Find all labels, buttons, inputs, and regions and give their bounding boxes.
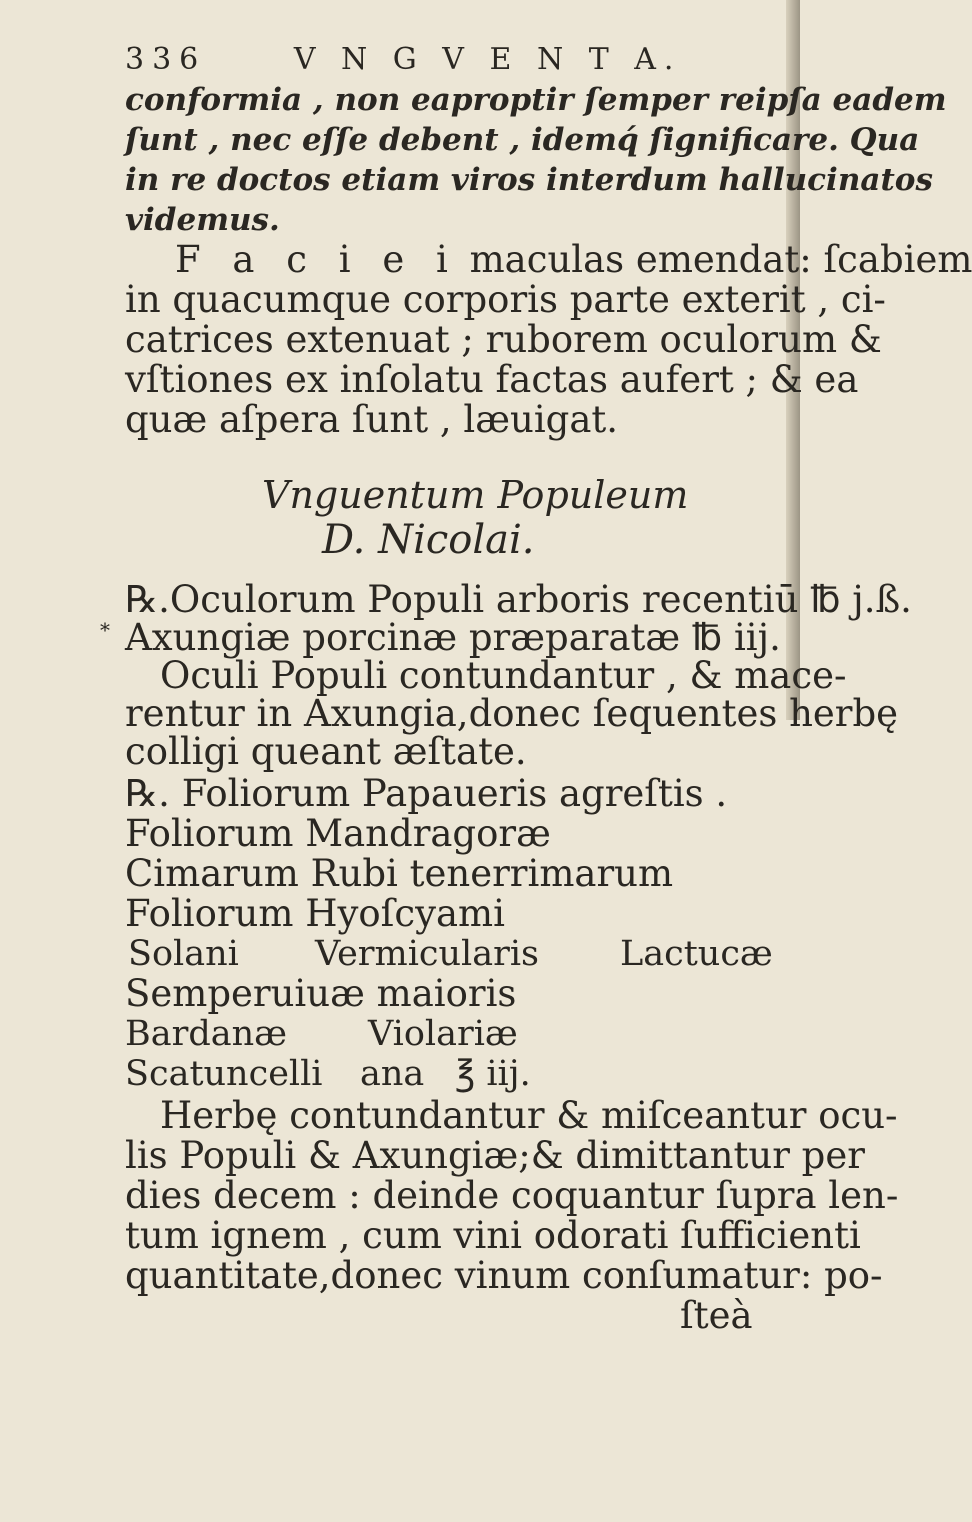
ingredient-line: Semperuiuæ maioris <box>125 972 517 1015</box>
page-number: 336 <box>125 42 207 77</box>
quantity-ana: ana <box>360 1054 425 1094</box>
text-line: maculas emendat: ſcabiem <box>457 238 972 281</box>
text-line: Oculi Populi contundantur , & mace- <box>160 654 847 697</box>
margin-marker: ⁎ <box>100 612 110 636</box>
text-line: quantitate,donec vinum conſumatur: po- <box>125 1254 883 1297</box>
text-line: tum ignem , cum vini odorati ſufficienti <box>125 1214 861 1257</box>
text-line: conformia , non eaproptir ſemper reipſa eadem <box>125 82 947 118</box>
paragraph-opening <box>175 240 972 280</box>
ingredient-bardanae: Bardanæ <box>125 1014 288 1054</box>
ingredient-line: Foliorum Mandragoræ <box>125 812 551 855</box>
text-line: dies decem : deinde coquantur ſupra len- <box>125 1174 899 1217</box>
text-line: ℞. Foliorum Papaueris agreſtis . <box>125 772 728 815</box>
text-line: colligi queant æſtate. <box>125 730 527 773</box>
ingredient-vermicularis: Vermicularis <box>315 934 539 974</box>
quantity-amount: ℥ iij. <box>455 1054 531 1094</box>
text-line: quæ aſpera ſunt , læuigat. <box>125 398 619 441</box>
text-line: vſtiones ex inſolatu factas aufert ; & ea <box>125 358 859 401</box>
text-line: Axungiæ porcinæ præparatæ ℔ iij. <box>125 616 781 659</box>
ingredient-line: Cimarum Rubi tenerrimarum <box>125 852 674 895</box>
recipe-author: D. Nicolai. <box>322 517 535 563</box>
running-header <box>125 40 681 80</box>
running-title: V N G V E N T A. <box>293 42 682 77</box>
text-line: lis Populi & Axungiæ;& dimittantur per <box>125 1134 865 1177</box>
text-line: in quacumque corporis parte exterit , ci- <box>125 278 886 321</box>
ingredient-violariae: Violariæ <box>368 1014 518 1054</box>
ingredient-solani: Solani <box>128 934 239 974</box>
catchword: ſteà <box>680 1294 753 1337</box>
text-line: in re doctos etiam viros interdum hallucinatos <box>125 162 933 198</box>
ingredient-line: Foliorum Hyoſcyami <box>125 892 505 935</box>
ingredient-scatuncelli: Scatuncelli <box>125 1054 323 1094</box>
text-line: rentur in Axungia,donec ſequentes herbę <box>125 692 899 735</box>
text-line: ℞.Oculorum Populi arboris recentiū ℔ j.ß. <box>125 578 912 621</box>
text-line: ſunt , nec eſſe debent , idemq́ ſignificare. Qua <box>125 122 920 158</box>
text-line: catrices extenuat ; ruborem oculorum & <box>125 318 882 361</box>
recipe-title: Vnguentum Populeum <box>262 473 689 517</box>
text-line: videmus. <box>125 202 280 238</box>
text-line: Herbę contundantur & miſceantur ocu- <box>160 1094 898 1137</box>
section-keyword: F a c i e i <box>175 238 458 281</box>
ingredient-lactucae: Lactucæ <box>620 934 773 974</box>
